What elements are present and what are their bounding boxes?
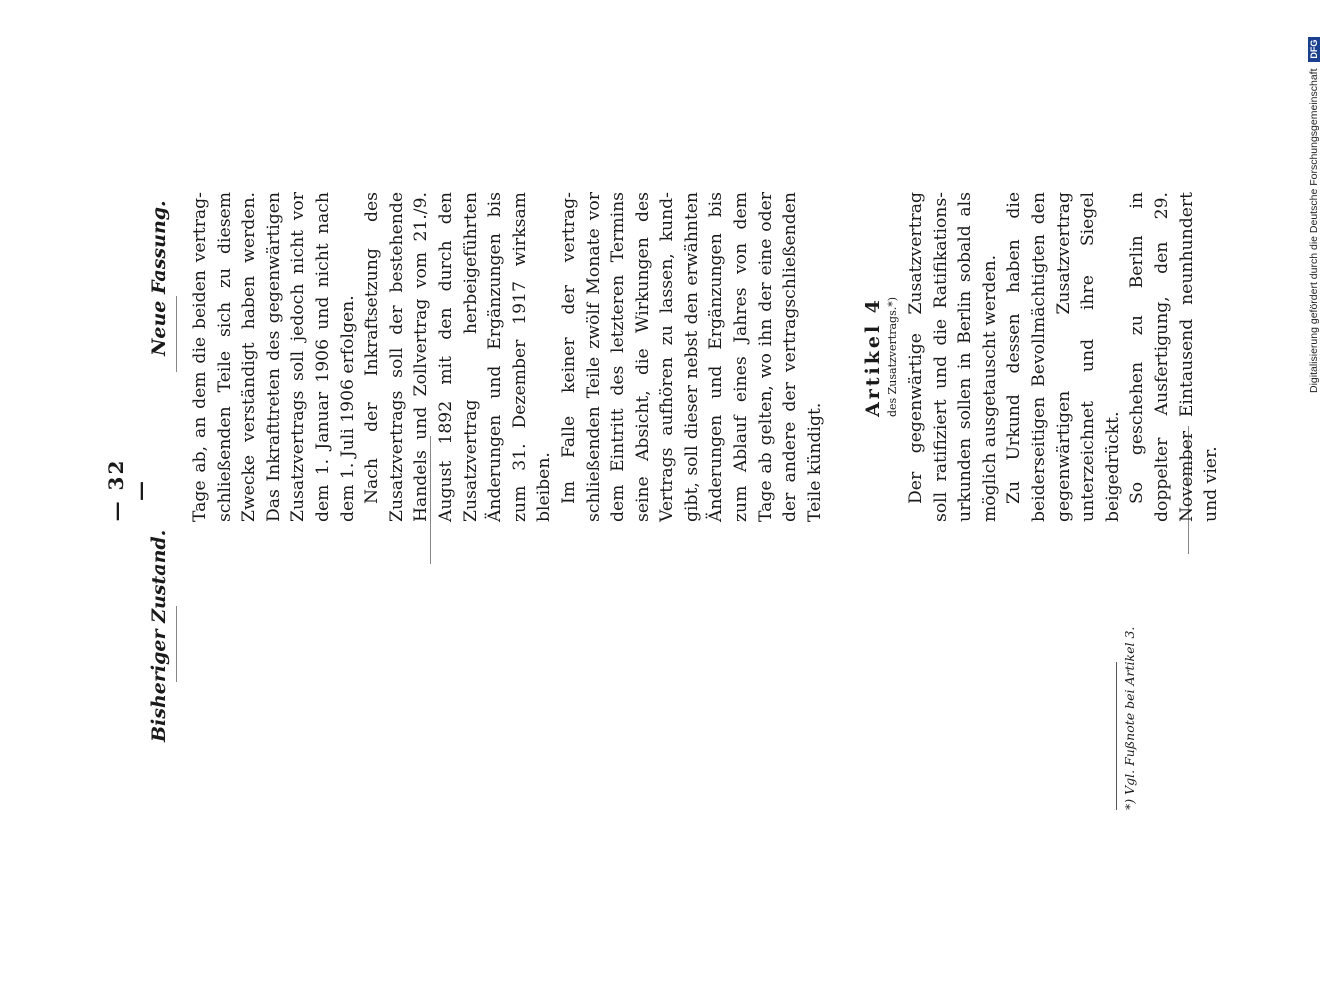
- left-column-heading: Bisheriger Zustand.: [148, 529, 170, 742]
- paragraph: Der gegenwärtige Zusatzvertrag soll ratifiziert und die Ratifikationsurkunden sollen in Berlin sobald als möglich ausgetauscht werden.: [906, 192, 1000, 522]
- heading-rule: [176, 296, 177, 372]
- paragraph: Nach der Inkraftsetzung des Zusatzvertrags soll der bestehende Handels und Zollvertrag vom 21./9. August 1892 mit den durch den Zusatzvertrag herbeigeführten Änderungen und Ergänzungen bis zum 31. Dezember 1917 wirksam bleiben.: [362, 192, 555, 522]
- paragraph: Zu Urkund dessen haben die beiderseitigen Bevollmächtigten den gegenwärtigen Zusatzvertrag unterzeichnet und ihre Siegel beigedrückt.: [1004, 192, 1123, 522]
- credit-text: Digitalisierung gefördert durch die Deutsche Forschungsgemeinschaft: [1308, 68, 1320, 393]
- dfg-logo: DFG: [1308, 37, 1320, 62]
- paragraph: So geschehen zu Berlin in doppelter Ausfertigung, den 29. November Eintausend neunhundert und vier.: [1127, 192, 1222, 522]
- paragraph: Im Falle keiner der vertragschließenden Teile zwölf Monate vor dem Eintritt des letzteren Termins seine Absicht, die Wirkungen des Vertrags aufhören zu lassen, kundgibt, soll dieser nebst den erwähnten Änderungen und Ergänzungen bis zum Ablauf eines Jahres von dem Tage ab gelten, wo ihn der eine oder der andere der vertragschließenden Teile kündigt.: [558, 192, 825, 522]
- article-heading: [861, 192, 900, 522]
- footnote-rule: [1116, 662, 1117, 810]
- right-column-body: [188, 192, 1224, 522]
- article-subtitle: des Zusatzvertrags.*): [886, 296, 900, 418]
- digitization-credit: [1307, 8, 1321, 393]
- footnote: *) Vgl. Fußnote bei Artikel 3.: [1122, 626, 1137, 810]
- right-column-heading: Neue Fassung.: [148, 200, 170, 356]
- heading-rule: [176, 606, 177, 682]
- article-title: Artikel 4: [862, 296, 885, 418]
- page-number: — 32 —: [104, 458, 152, 522]
- paragraph: Tage ab, an dem die beiden vertragschließenden Teile sich zu diesem Zwecke verständigt haben werden. Das Inkrafttreten des gegenwärtigen Zusatzvertrags soll jedoch nicht vor dem 1. Januar 1906 und nicht nach dem 1. Juli 1906 erfolgen.: [190, 192, 358, 522]
